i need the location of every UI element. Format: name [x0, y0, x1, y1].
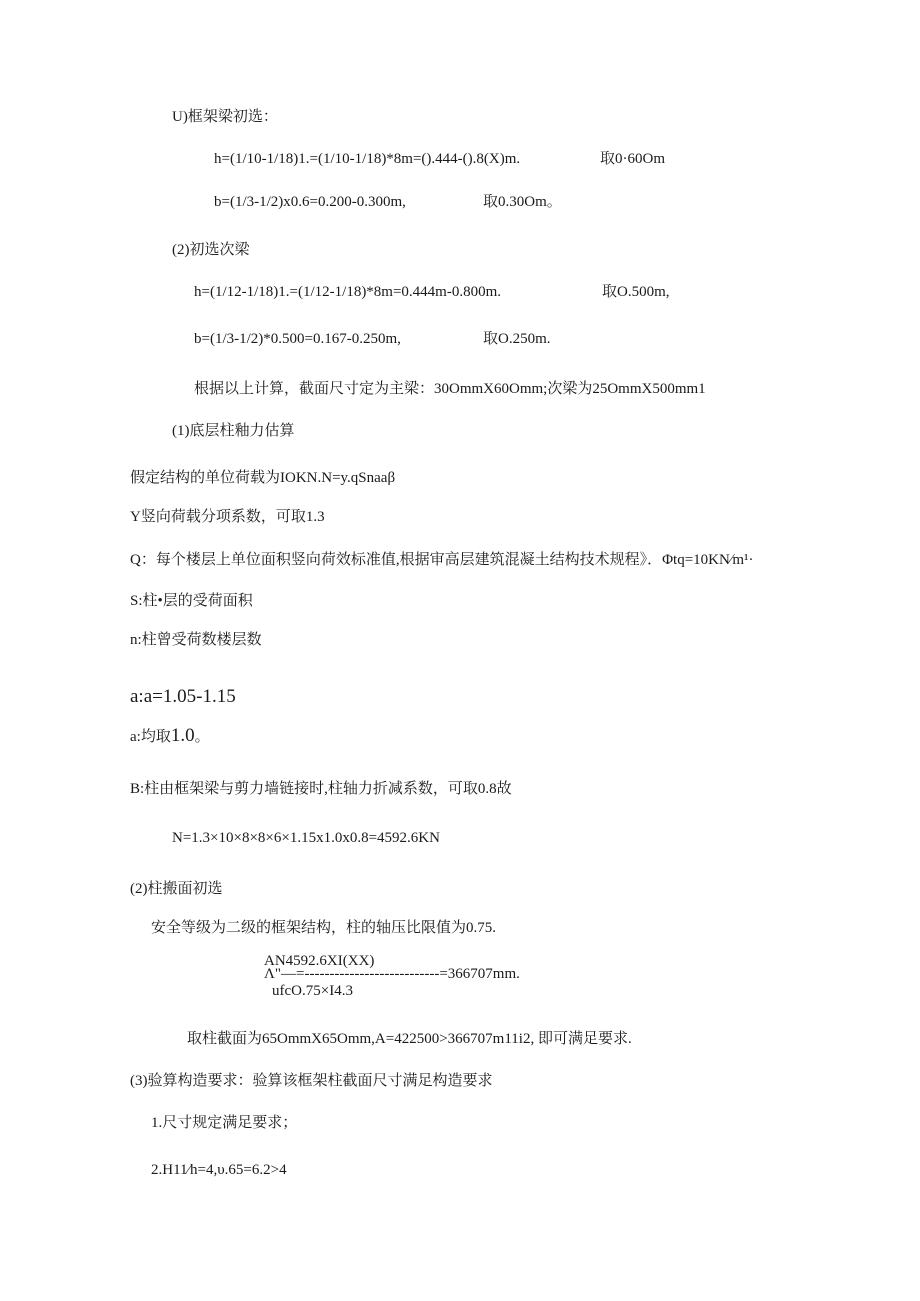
alpha-value: 1.0 [170, 725, 195, 746]
paragraph-unit-load: 假定结构的单位荷载为IOKN.N=y.qSnaaβ [130, 470, 396, 486]
paragraph-column-choice: 取柱截面为65OmmX65Omm,A=422500>366707m11i2, 即可满足要求. [187, 1031, 632, 1047]
formula-axial-force: N=1.3×10×8×8×6×1.15x1.0x0.8=4592.6KN [172, 830, 440, 846]
section-frame-beam-title: U)框架梁初选： [172, 109, 278, 125]
paragraph-check-2: 2.H11∕h=4,υ.65=6.2>4 [151, 1162, 287, 1178]
formula-secondary-beam-h [194, 283, 670, 301]
formula-result: 取0.30Om。 [483, 194, 562, 210]
formula-result: 取O.500m, [602, 284, 670, 300]
section-check-title: (3)验算构造要求：验算该框架柱截面尺寸满足构造要求 [130, 1073, 493, 1089]
section-column-section-title: (2)柱搬面初选 [130, 881, 223, 897]
formula-frame-beam-h [214, 150, 665, 168]
paragraph-beam-conclusion: 根据以上计算，截面尺寸定为主梁：30OmmX60Omm;次梁为25OmmX500mm1 [194, 381, 706, 397]
paragraph-alpha-value [130, 727, 210, 746]
formula-result: 取0·60Om [600, 151, 665, 167]
fraction-line: Λ"—=---------------------------=366707mm. [264, 966, 520, 982]
formula-text: b=(1/3-1/2)x0.6=0.200-0.300m, [214, 194, 406, 210]
formula-result: 取O.250m. [483, 331, 551, 347]
paragraph-axial-ratio-limit: 安全等级为二级的框架结构，柱的轴压比限值为0.75. [151, 920, 497, 936]
paragraph-n-def: n:柱曾受荷数楼层数 [130, 632, 262, 648]
fraction-denominator: ufcO.75×I4.3 [272, 983, 353, 999]
formula-text: b=(1/3-1/2)*0.500=0.167-0.250m, [194, 331, 401, 347]
alpha-label: a:均取 [130, 729, 171, 745]
section-column-axial-title: (1)底层柱釉力估算 [172, 423, 295, 439]
fraction-numerator: AN4592.6XI(XX) [264, 953, 375, 969]
paragraph-beta-def: B:柱由框架梁与剪力墙链接时,柱轴力折减系数，可取0.8故 [130, 781, 512, 797]
paragraph-alpha-range: a:a=1.05-1.15 [130, 686, 236, 707]
paragraph-gamma-def: Y竖向荷载分项系数，可取1.3 [130, 509, 325, 525]
section-secondary-beam-title: (2)初选次梁 [172, 242, 250, 258]
paragraph-q-def: Q：每个楼层上单位面积竖向荷效标准值,根据审高层建筑混凝土结构技术规程》．Φtq=10KN∕m¹· [130, 552, 754, 568]
paragraph-check-1: 1.尺寸规定满足要求； [151, 1115, 298, 1131]
formula-frame-beam-b [214, 193, 562, 211]
paragraph-s-def: S:柱•层的受荷面积 [130, 593, 253, 609]
formula-secondary-beam-b [194, 330, 551, 348]
alpha-suffix: 。 [194, 729, 210, 745]
formula-text: h=(1/12-1/18)1.=(1/12-1/18)*8m=0.444m-0.800m. [194, 284, 502, 300]
formula-text: h=(1/10-1/18)1.=(1/10-1/18)*8m=().444-().8(X)m. [214, 151, 521, 167]
